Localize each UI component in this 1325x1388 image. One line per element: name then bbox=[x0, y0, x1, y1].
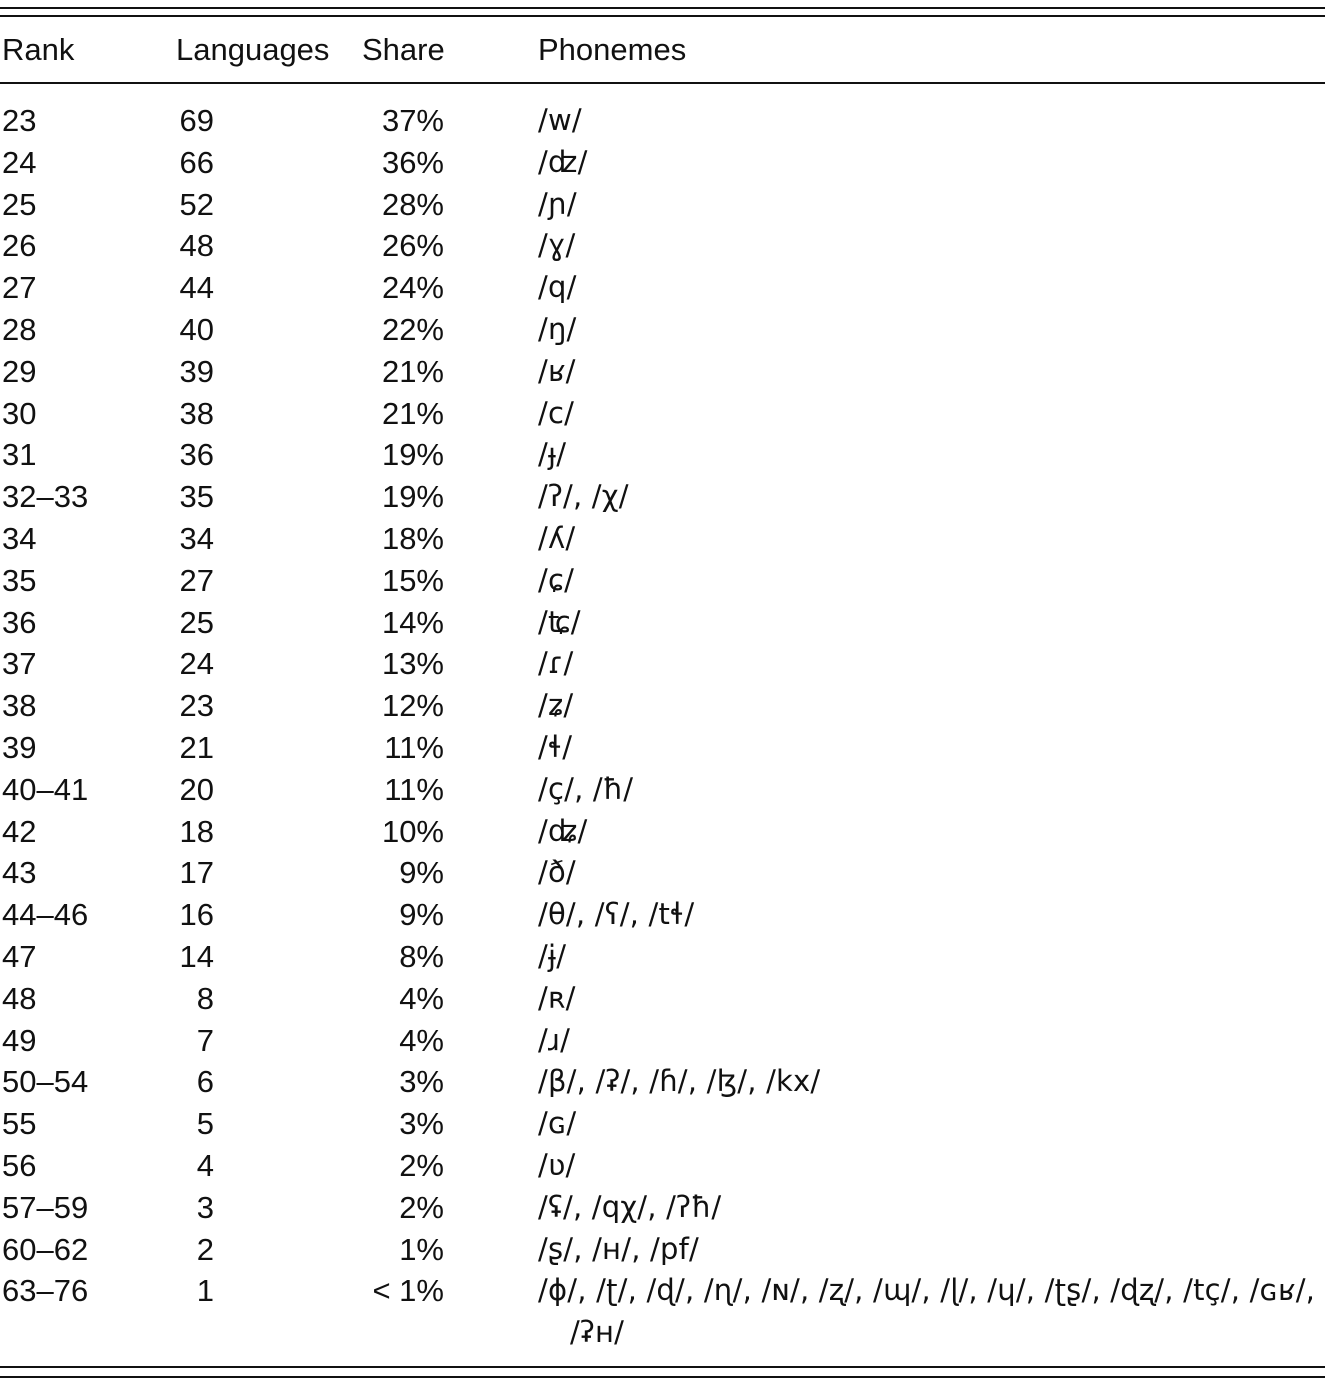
table-row bbox=[0, 1229, 1325, 1271]
languages-cell: 48 bbox=[179, 228, 214, 264]
table-row bbox=[0, 769, 1325, 811]
share-cell: 24% bbox=[381, 270, 444, 306]
languages-cell: 18 bbox=[179, 813, 214, 849]
rank-cell: 60–62 bbox=[2, 1231, 89, 1267]
phonemes-cell: /ʣ/ bbox=[538, 144, 588, 179]
table-row bbox=[0, 142, 1325, 184]
languages-cell: 16 bbox=[179, 897, 214, 933]
phonemes-cell: /w/ bbox=[538, 103, 582, 137]
phonemes-cell: /ʁ/ bbox=[538, 353, 576, 388]
phonemes-cell: /c/ bbox=[538, 395, 575, 430]
share-cell: 37% bbox=[381, 103, 444, 138]
rank-cell: 42 bbox=[2, 813, 37, 849]
share-cell: 28% bbox=[381, 186, 444, 222]
table-row bbox=[0, 476, 1325, 518]
rank-cell: 47 bbox=[2, 938, 37, 974]
rank-cell: 39 bbox=[2, 729, 37, 765]
phonemes-cell: /ɉ/ bbox=[538, 938, 567, 973]
share-cell: 21% bbox=[381, 353, 444, 389]
rank-cell: 29 bbox=[2, 353, 37, 389]
rank-cell: 31 bbox=[2, 437, 37, 473]
phonemes-cell: /ʑ/ bbox=[538, 688, 574, 723]
phonemes-cell: /ɾ/ bbox=[538, 646, 574, 681]
rank-cell: 24 bbox=[2, 144, 37, 180]
phonemes-cell: /ʂ/, /ʜ/, /pf/ bbox=[538, 1231, 699, 1266]
table-row bbox=[0, 225, 1325, 267]
phonemes-cell: /ʎ/ bbox=[538, 520, 576, 555]
rank-cell: 34 bbox=[2, 520, 37, 556]
phonemes-cell: /ʋ/ bbox=[538, 1147, 576, 1182]
languages-cell: 14 bbox=[179, 938, 214, 974]
rank-cell: 56 bbox=[2, 1147, 37, 1183]
rank-cell: 23 bbox=[2, 103, 37, 138]
languages-cell: 35 bbox=[179, 479, 214, 515]
share-cell: 22% bbox=[381, 311, 444, 347]
rank-cell: 63–76 bbox=[2, 1273, 89, 1309]
share-cell: 14% bbox=[381, 604, 444, 640]
phonemes-cell: /β/, /ʡ/, /ɦ/, /ɮ/, /kx/ bbox=[538, 1064, 821, 1099]
languages-cell: 8 bbox=[196, 980, 214, 1016]
table-row bbox=[0, 852, 1325, 894]
languages-cell: 44 bbox=[179, 270, 214, 306]
share-cell: 18% bbox=[381, 520, 444, 556]
languages-cell: 4 bbox=[196, 1147, 214, 1183]
rank-cell: 27 bbox=[2, 270, 37, 306]
share-cell: 9% bbox=[399, 897, 444, 933]
share-cell: 21% bbox=[381, 395, 444, 431]
phonemes-cell: /ŋ/ bbox=[538, 311, 577, 346]
rank-cell: 43 bbox=[2, 855, 37, 891]
table-row bbox=[0, 1020, 1325, 1062]
share-cell: 11% bbox=[384, 729, 444, 765]
table-row bbox=[0, 434, 1325, 476]
languages-cell: 38 bbox=[179, 395, 214, 431]
table-body bbox=[0, 100, 1325, 1354]
table-row bbox=[0, 393, 1325, 435]
share-cell: 19% bbox=[381, 479, 444, 515]
share-cell: 10% bbox=[381, 813, 444, 849]
table-row bbox=[0, 685, 1325, 727]
phonemes-cell: /ɲ/ bbox=[538, 186, 577, 221]
share-cell: 3% bbox=[399, 1106, 444, 1142]
phonemes-cell: /ʨ/ bbox=[538, 604, 581, 639]
rank-cell: 57–59 bbox=[2, 1189, 89, 1225]
phonemes-cell: /ɢ/ bbox=[538, 1106, 577, 1141]
phonemes-cell: /ɸ/, /ʈ/, /ɖ/, /ɳ/, /ɴ/, /ʐ/, /ɰ/, /ɭ/, /ɥ/, /ʈʂ/, /ɖʐ/, /tç/, /ɢʁ/, /ʡʜ/ bbox=[538, 1273, 1316, 1350]
phonemes-cell: /ɹ/ bbox=[538, 1022, 571, 1057]
rank-cell: 40–41 bbox=[2, 771, 89, 807]
header-share: Share bbox=[362, 32, 445, 67]
header-phonemes: Phonemes bbox=[538, 32, 687, 67]
table-row bbox=[0, 643, 1325, 685]
table-row bbox=[0, 1145, 1325, 1187]
languages-cell: 2 bbox=[196, 1231, 214, 1267]
share-cell: 8% bbox=[399, 938, 444, 974]
header-languages: Languages bbox=[176, 32, 330, 67]
languages-cell: 5 bbox=[196, 1106, 214, 1142]
languages-cell: 7 bbox=[196, 1022, 214, 1058]
share-cell: 13% bbox=[381, 646, 444, 682]
share-cell: 9% bbox=[399, 855, 444, 891]
rank-cell: 48 bbox=[2, 980, 37, 1016]
phonemes-cell: /ʥ/ bbox=[538, 813, 588, 848]
phonemes-cell: /ɬ/ bbox=[538, 729, 573, 764]
rank-cell: 26 bbox=[2, 228, 37, 264]
share-cell: 2% bbox=[399, 1147, 444, 1183]
phonemes-cell: /ɣ/ bbox=[538, 228, 576, 263]
rank-cell: 30 bbox=[2, 395, 37, 431]
languages-cell: 25 bbox=[179, 604, 214, 640]
table-row bbox=[0, 518, 1325, 560]
table-row bbox=[0, 1187, 1325, 1229]
phonemes-cell: /ʔ/, /χ/ bbox=[538, 479, 629, 514]
table-row bbox=[0, 100, 1325, 142]
table-row bbox=[0, 602, 1325, 644]
languages-cell: 20 bbox=[179, 771, 214, 807]
table-row bbox=[0, 1103, 1325, 1145]
rank-cell: 44–46 bbox=[2, 897, 89, 933]
header-rule bbox=[0, 82, 1325, 84]
languages-cell: 52 bbox=[179, 186, 214, 222]
languages-cell: 23 bbox=[179, 688, 214, 724]
phonemes-cell: /θ/, /ʕ/, /tɬ/ bbox=[538, 897, 695, 932]
table-row bbox=[0, 894, 1325, 936]
top-rule-inner bbox=[0, 15, 1325, 17]
table-row bbox=[0, 351, 1325, 393]
phonemes-cell: /ð/ bbox=[538, 855, 576, 890]
share-cell: 3% bbox=[399, 1064, 444, 1100]
share-cell: 12% bbox=[381, 688, 444, 724]
languages-cell: 39 bbox=[179, 353, 214, 389]
bottom-rule-inner bbox=[0, 1366, 1325, 1368]
table-row bbox=[0, 184, 1325, 226]
languages-cell: 24 bbox=[179, 646, 214, 682]
table-row bbox=[0, 1270, 1325, 1354]
languages-cell: 17 bbox=[179, 855, 214, 891]
languages-cell: 36 bbox=[179, 437, 214, 473]
languages-cell: 6 bbox=[196, 1064, 214, 1100]
table-row bbox=[0, 727, 1325, 769]
languages-cell: 34 bbox=[179, 520, 214, 556]
phonemes-cell: /ç/, /ħ/ bbox=[538, 771, 634, 806]
bottom-rule-outer bbox=[0, 1376, 1325, 1378]
phonemes-cell: /ɕ/ bbox=[538, 562, 575, 597]
rank-cell: 49 bbox=[2, 1022, 37, 1058]
rank-cell: 55 bbox=[2, 1106, 37, 1142]
table-row bbox=[0, 1061, 1325, 1103]
languages-cell: 27 bbox=[179, 562, 214, 598]
rank-cell: 35 bbox=[2, 562, 37, 598]
languages-cell: 21 bbox=[179, 729, 214, 765]
phonemes-cell: /q/ bbox=[538, 270, 577, 305]
share-cell: < 1% bbox=[372, 1273, 444, 1309]
phonemes-cell: /ʢ/, /qχ/, /ʔħ/ bbox=[538, 1189, 722, 1224]
share-cell: 4% bbox=[399, 1022, 444, 1058]
table-row bbox=[0, 560, 1325, 602]
languages-cell: 69 bbox=[179, 103, 214, 138]
languages-cell: 40 bbox=[179, 311, 214, 347]
rank-cell: 36 bbox=[2, 604, 37, 640]
table-row bbox=[0, 978, 1325, 1020]
top-rule-outer bbox=[0, 7, 1325, 9]
share-cell: 11% bbox=[384, 771, 444, 807]
share-cell: 2% bbox=[399, 1189, 444, 1225]
rank-cell: 28 bbox=[2, 311, 37, 347]
table-row bbox=[0, 267, 1325, 309]
phonemes-cell: /ʀ/ bbox=[538, 980, 576, 1015]
share-cell: 26% bbox=[381, 228, 444, 264]
languages-cell: 1 bbox=[196, 1273, 214, 1309]
share-cell: 36% bbox=[381, 144, 444, 180]
languages-cell: 3 bbox=[196, 1189, 214, 1225]
share-cell: 1% bbox=[399, 1231, 444, 1267]
table-header bbox=[0, 30, 1325, 70]
rank-cell: 38 bbox=[2, 688, 37, 724]
phonemes-cell: /ɟ/ bbox=[538, 437, 567, 472]
rank-cell: 32–33 bbox=[2, 479, 89, 515]
rank-cell: 25 bbox=[2, 186, 37, 222]
share-cell: 4% bbox=[399, 980, 444, 1016]
languages-cell: 66 bbox=[179, 144, 214, 180]
table-row bbox=[0, 936, 1325, 978]
share-cell: 19% bbox=[381, 437, 444, 473]
table-row bbox=[0, 309, 1325, 351]
rank-cell: 50–54 bbox=[2, 1064, 89, 1100]
rank-cell: 37 bbox=[2, 646, 37, 682]
header-rank: Rank bbox=[2, 32, 75, 67]
share-cell: 15% bbox=[381, 562, 444, 598]
table-row bbox=[0, 811, 1325, 853]
